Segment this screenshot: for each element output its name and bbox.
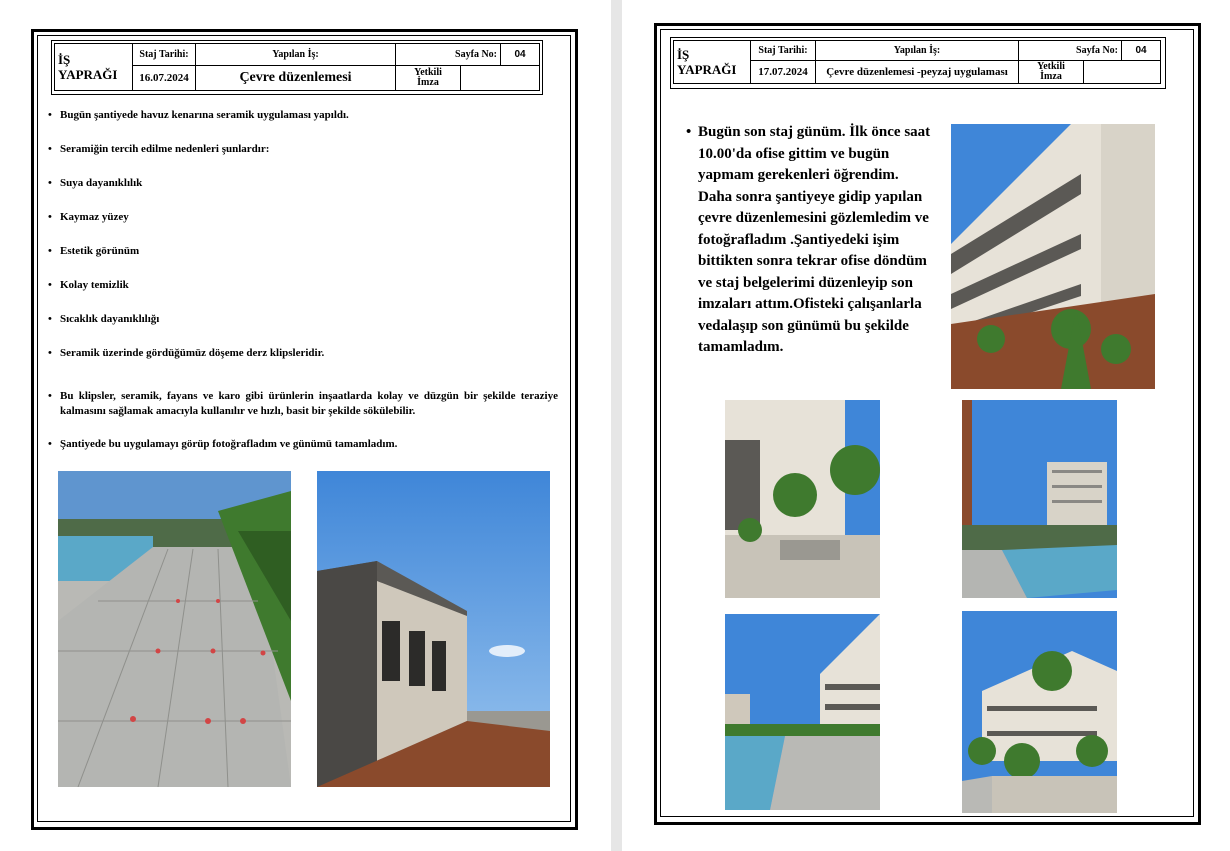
work-label: Yapılan İş:: [196, 44, 396, 66]
daily-notes-list: [686, 122, 932, 359]
photo-pool-walkway: [725, 614, 880, 810]
signature-label-line1: Yetkili: [414, 67, 442, 78]
bullet-item: • Sıcaklık dayanıklılığı: [48, 312, 558, 326]
signature-label: [396, 66, 461, 91]
signature-label-line2: İmza: [417, 77, 439, 88]
document-page-left: [0, 0, 611, 851]
bullet-item: • Suya dayanıklılık: [48, 176, 558, 190]
sheet-title: [55, 44, 133, 91]
sheet-title-line2: YAPRAĞI: [677, 62, 737, 77]
bullet-item: • Bu klipsler, seramik, fayans ve karo gibi ürünlerin inşaatlarda kolay ve düzgün bir şekilde teraziye kalmasını sağlamak amacıyla kullanılır ve hızlı, basit bir şekilde sökülebilir.: [48, 389, 558, 419]
date-label: Staj Tarihi:: [133, 44, 196, 66]
bullet-item: • Bugün şantiyede havuz kenarına seramik uygulaması yapıldı.: [48, 108, 558, 122]
photo-pool-construction: [962, 400, 1117, 598]
photo-pool-deck-tiles: [58, 471, 291, 787]
work-label: Yapılan İş:: [816, 41, 1019, 61]
signature-box: [461, 66, 540, 91]
photo-building-facade: [317, 471, 550, 787]
daily-notes-list: [48, 108, 558, 471]
bullet-item: • Şantiyede bu uygulamayı görüp fotoğrafladım ve günümü tamamladım.: [48, 437, 558, 451]
work-value: Çevre düzenlemesi -peyzaj uygulaması: [816, 61, 1019, 84]
page-number-label: Sayfa No:: [396, 44, 501, 66]
work-sheet-header: [54, 43, 540, 91]
bullet-item: • Kolay temizlik: [48, 278, 558, 292]
page-number-label: Sayfa No:: [1019, 41, 1122, 61]
page-number-value: 04: [1122, 41, 1161, 61]
signature-label-line2: İmza: [1040, 71, 1062, 82]
photo-building-balconies: [951, 124, 1155, 389]
photo-landscape-planters: [962, 611, 1117, 813]
signature-label-line1: Yetkili: [1037, 61, 1065, 72]
photo-courtyard-palms: [725, 400, 880, 598]
work-value: Çevre düzenlemesi: [196, 66, 396, 91]
sheet-title-line1: İŞ: [677, 47, 690, 62]
date-value: 17.07.2024: [751, 61, 816, 84]
page-number-value: 04: [501, 44, 540, 66]
bullet-item: • Seramik üzerinde gördüğümüz döşeme derz klipsleridir.: [48, 346, 558, 360]
bullet-item: • Bugün son staj günüm. İlk önce saat 10.00'da ofise gittim ve bugün yapmam gerekenleri öğrendim. Daha sonra şantiyeye gidip yapılan çevre düzenlemesini gözlemledim ve fotoğrafladım .Şantiyedeki işim bittikten sonra tekrar ofise döndüm ve staj belgelerimi düzenleyip son imzaları attım.Ofisteki çalışanlarla vedalaşıp son günümü bu şekilde tamamladım.: [686, 122, 932, 359]
work-sheet-header: [673, 40, 1161, 84]
bullet-item: • Kaymaz yüzey: [48, 210, 558, 224]
sheet-title-line2: YAPRAĞI: [58, 67, 118, 82]
sheet-title-line1: İŞ: [58, 52, 71, 67]
signature-box: [1084, 61, 1161, 84]
sheet-title: [674, 41, 751, 84]
bullet-item: • Seramiğin tercih edilme nedenleri şunlardır:: [48, 142, 558, 156]
date-label: Staj Tarihi:: [751, 41, 816, 61]
date-value: 16.07.2024: [133, 66, 196, 91]
bullet-item: • Estetik görünüm: [48, 244, 558, 258]
signature-label: [1019, 61, 1084, 84]
